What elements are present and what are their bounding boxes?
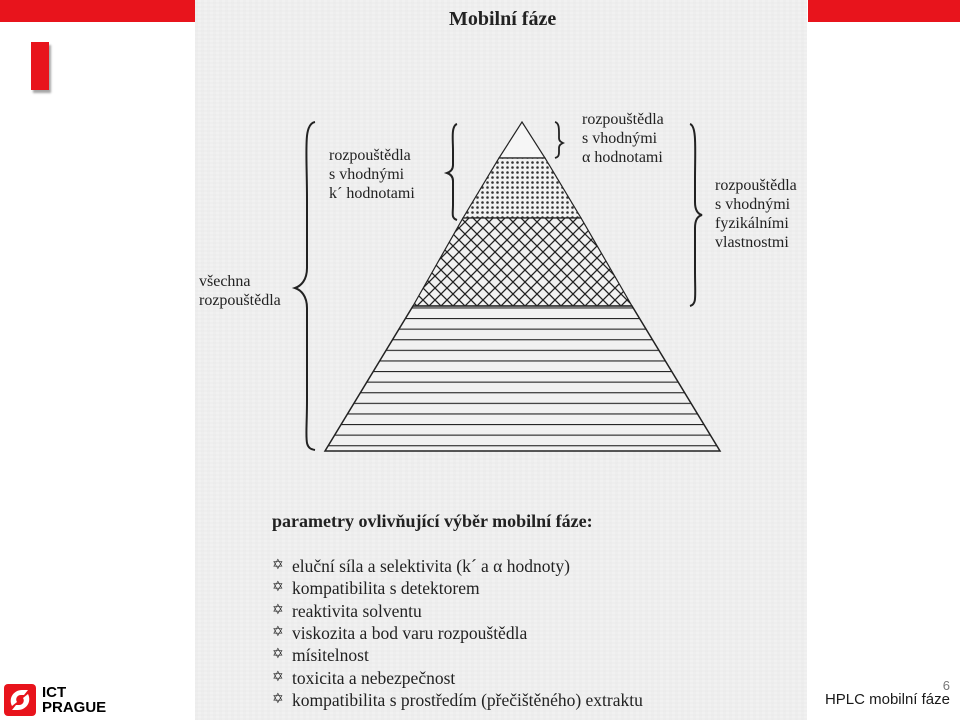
star-bullet-icon: ✡ xyxy=(272,580,284,596)
list-item: ✡ viskozita a bod varu rozpouštědla xyxy=(272,623,528,644)
brace-alpha-values xyxy=(555,122,563,158)
star-bullet-icon: ✡ xyxy=(272,669,284,685)
page-number: 6 xyxy=(942,678,950,693)
parameters-heading: parametry ovlivňující výběr mobilní fáze: xyxy=(272,511,593,531)
brace-all-solvents xyxy=(295,122,315,450)
parameters-list xyxy=(272,555,643,711)
ict-logo-icon xyxy=(4,684,36,716)
top-red-bar-right xyxy=(808,0,960,22)
list-item: ✡ toxicita a nebezpečnost xyxy=(272,667,456,688)
star-bullet-icon: ✡ xyxy=(272,647,284,663)
list-item: ✡ reaktivita solventu xyxy=(272,600,422,621)
star-bullet-icon: ✡ xyxy=(272,625,284,641)
list-item: ✡ eluční síla a selektivita (k´ a α hodnoty) xyxy=(272,556,570,577)
logo-wordmark: ICT PRAGUE xyxy=(42,684,107,716)
title-accent-marker xyxy=(31,42,49,90)
star-bullet-icon: ✡ xyxy=(272,691,284,707)
pyramid-hatched-layer xyxy=(413,218,632,306)
label-solvents-physical-properties: rozpouštědla s vhodnými fyzikálními vlastnostmi xyxy=(715,177,797,251)
top-red-bar-left xyxy=(0,0,195,22)
scanned-figure xyxy=(195,0,807,720)
star-bullet-icon: ✡ xyxy=(272,558,284,574)
label-solvents-k-values: rozpouštědla s vhodnými k´ hodnotami xyxy=(329,147,415,202)
star-bullet-icon: ✡ xyxy=(272,602,284,618)
pyramid-dotted-layer xyxy=(463,158,581,218)
pyramid-top-layer xyxy=(499,122,545,158)
brace-k-values xyxy=(447,124,457,220)
label-all-solvents: všechna rozpouštědla xyxy=(199,273,281,309)
footer-title: HPLC mobilní fáze xyxy=(824,691,950,708)
pyramid-lined-layer xyxy=(325,306,720,451)
brace-physical-properties xyxy=(690,124,702,306)
list-item: ✡ kompatibilita s detektorem xyxy=(272,578,480,599)
ict-prague-logo xyxy=(4,684,116,718)
diagram-title: Mobilní fáze xyxy=(449,8,557,30)
list-item: ✡ kompatibilita s prostředím (přečištěného) extraktu xyxy=(272,689,643,710)
list-item: ✡ mísitelnost xyxy=(272,645,369,666)
label-solvents-alpha-values: rozpouštědla s vhodnými α hodnotami xyxy=(582,111,664,166)
